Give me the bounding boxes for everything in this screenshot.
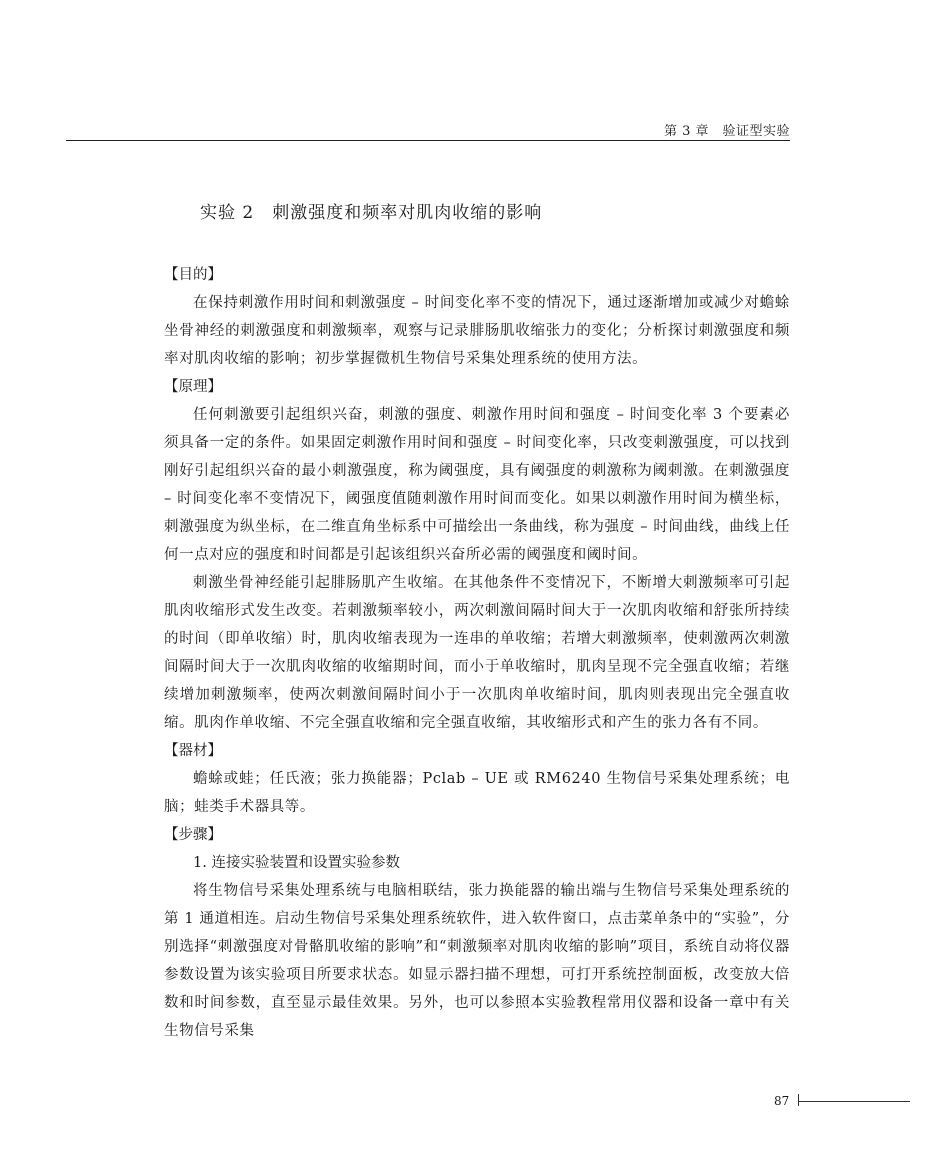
- materials-paragraph: 蟾蜍或蛙；任氏液；张力换能器；Pclab – UE 或 RM6240 生物信号采集处理系统；电脑；蛙类手术器具等。: [164, 771, 790, 815]
- section-heading-principle: 【原理】: [164, 379, 222, 395]
- principle-paragraph-1: 任何刺激要引起组织兴奋，刺激的强度、刺激作用时间和强度 – 时间变化率 3 个要素必须具备一定的条件。如果固定刺激作用时间和强度 – 时间变化率，只改变刺激强度，可以找到刚好引起组织兴奋的最小刺激强度，称为阈强度，具有阈强度的刺激称为阈刺激。在刺激强度 – 时间变化率不变情况下，阈强度值随刺激作用时间而变化。如果以刺激作用时间为横坐标，刺激强度为纵坐标，在二维直角坐标系中可描绘出一条曲线，称为强度 – 时间曲线，曲线上任何一点对应的强度和时间都是引起该组织兴奋所必需的阈强度和阈时间。: [164, 407, 790, 563]
- section-heading-materials: 【器材】: [164, 743, 222, 759]
- chapter-label: 第 3 章 验证型实验: [663, 124, 790, 139]
- page-footer: [760, 1092, 910, 1112]
- purpose-paragraph: 在保持刺激作用时间和刺激强度 – 时间变化率不变的情况下，通过逐渐增加或减少对蟾蜍坐骨神经的刺激强度和刺激频率，观察与记录腓肠肌收缩张力的变化；分析探讨刺激强度和频率对肌肉收缩的影响；初步掌握微机生物信号采集处理系统的使用方法。: [164, 295, 790, 367]
- footer-rule: [798, 1101, 910, 1102]
- footer-tick-mark: [798, 1094, 799, 1106]
- principle-paragraph-2: 刺激坐骨神经能引起腓肠肌产生收缩。在其他条件不变情况下，不断增大刺激频率可引起肌肉收缩形式发生改变。若刺激频率较小，两次刺激间隔时间大于一次肌肉收缩和舒张所持续的时间（即单收缩）时，肌肉收缩表现为一连串的单收缩；若增大刺激频率，使刺激两次刺激间隔时间大于一次肌肉收缩的收缩期时间，而小于单收缩时，肌肉呈现不完全强直收缩；若继续增加刺激频率，使两次刺激间隔时间小于一次肌肉单收缩时间，肌肉则表现出完全强直收缩。肌肉作单收缩、不完全强直收缩和完全强直收缩，其收缩形式和产生的张力各有不同。: [164, 575, 790, 731]
- page-body: [164, 198, 790, 1045]
- steps-paragraph-1: 将生物信号采集处理系统与电脑相联结，张力换能器的输出端与生物信号采集处理系统的第 1 通道相连。启动生物信号采集处理系统软件，进入软件窗口，点击菜单条中的“实验”，分别选择“刺激强度对骨骼肌收缩的影响”和“刺激频率对肌肉收缩的影响”项目，系统自动将仪器参数设置为该实验项目所要求状态。如显示器扫描不理想，可打开系统控制面板，改变放大倍数和时间参数，直至显示最佳效果。另外，也可以参照本实验教程常用仪器和设备一章中有关生物信号采集: [164, 883, 790, 1039]
- page-number: 87: [774, 1094, 790, 1108]
- running-header: [66, 118, 790, 141]
- section-heading-purpose: 【目的】: [164, 267, 222, 283]
- section-heading-steps: 【步骤】: [164, 827, 222, 843]
- step-1-title: 1. 连接实验装置和设置实验参数: [193, 855, 400, 871]
- experiment-title: 实验 2 刺激强度和频率对肌肉收缩的影响: [200, 203, 543, 223]
